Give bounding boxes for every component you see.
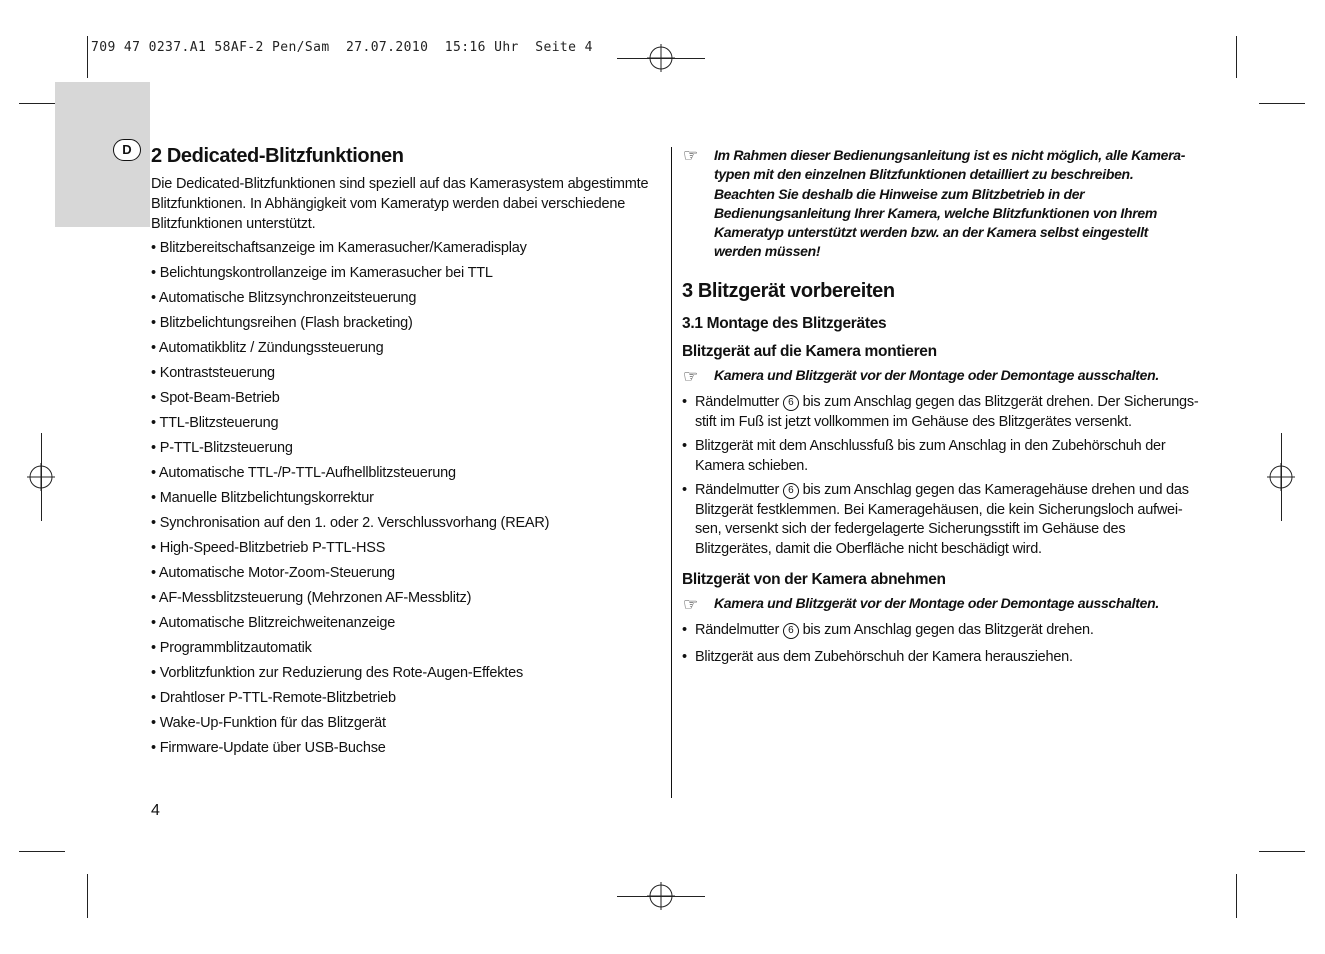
- intro-paragraph: [151, 174, 661, 234]
- list-item: • P-TTL-Blitzsteuerung: [151, 438, 549, 463]
- list-item: • Manuelle Blitzbelichtungskorrektur: [151, 488, 549, 513]
- procedure-title: Blitzgerät auf die Kamera montieren: [682, 343, 937, 360]
- list-item: • Spot-Beam-Betrieb: [151, 388, 549, 413]
- callout-number: 6: [783, 483, 799, 499]
- note-line: Kameratyp unterstützt werden bzw. an der Kamera selbst eingestellt: [714, 224, 1149, 241]
- list-item: • Programmblitzautomatik: [151, 638, 549, 663]
- note-line: Im Rahmen dieser Bedienungsanleitung ist es nicht möglich, alle Kamera-: [714, 147, 1186, 163]
- list-item: • Blitzbereitschaftsanzeige im Kamerasucher/Kameradisplay: [151, 238, 549, 263]
- list-item: • Blitzbelichtungsreihen (Flash bracketing): [151, 313, 549, 338]
- pointing-hand-icon: ☞: [683, 367, 699, 386]
- list-item: • Automatische Motor-Zoom-Steuerung: [151, 563, 549, 588]
- crop-mark: [1259, 103, 1305, 104]
- intro-line: Die Dedicated-Blitzfunktionen sind speziell auf das Kamerasystem abgestimmte: [151, 176, 649, 192]
- hint-note: [714, 146, 1214, 262]
- crop-mark: [1236, 36, 1237, 78]
- column-divider: [671, 147, 672, 798]
- crop-mark: [617, 58, 705, 59]
- pointing-hand-icon: ☞: [683, 146, 699, 165]
- note-line: Beachten Sie deshalb die Hinweise zum Blitzbetrieb in der: [714, 185, 1085, 202]
- section-heading: 2 Dedicated-Blitzfunktionen: [151, 145, 404, 167]
- hint-note: Kamera und Blitzgerät vor der Montage oder Demontage ausschalten.: [714, 367, 1159, 383]
- hint-note: Kamera und Blitzgerät vor der Montage oder Demontage ausschalten.: [714, 595, 1159, 611]
- list-item: • Belichtungskontrollanzeige im Kamerasucher bei TTL: [151, 263, 549, 288]
- list-item: • Automatische TTL-/P-TTL-Aufhellblitzsteuerung: [151, 463, 549, 488]
- section-heading: 3 Blitzgerät vorbereiten: [682, 280, 895, 302]
- list-item: • High-Speed-Blitzbetrieb P-TTL-HSS: [151, 538, 549, 563]
- feature-list: [151, 238, 549, 763]
- list-item: • Automatische Blitzreichweitenanzeige: [151, 613, 549, 638]
- list-item: • Automatikblitz / Zündungssteuerung: [151, 338, 549, 363]
- intro-line: Blitzfunktionen. In Abhängigkeit vom Kameratyp werden dabei verschiedene: [151, 196, 626, 212]
- list-item: • Wake-Up-Funktion für das Blitzgerät: [151, 713, 549, 738]
- language-badge: D: [113, 139, 141, 161]
- page-number: 4: [151, 802, 160, 819]
- crop-mark: [1281, 433, 1282, 521]
- list-item: • Rändelmutter 6 bis zum Anschlag gegen das Blitzgerät drehen. Der Sicherungs- stift im Fuß ist jetzt vollkommen im Gehäuse des Blitzgerätes versenkt.: [682, 394, 1199, 430]
- crop-mark: [87, 36, 88, 78]
- list-item: • Vorblitzfunktion zur Reduzierung des Rote-Augen-Effektes: [151, 663, 549, 688]
- callout-number: 6: [783, 395, 799, 411]
- list-item: • Kontraststeuerung: [151, 363, 549, 388]
- procedure-title: Blitzgerät von der Kamera abnehmen: [682, 571, 946, 588]
- crop-mark: [1236, 874, 1237, 918]
- note-line: Bedienungsanleitung Ihrer Kamera, welche Blitzfunktionen von Ihrem: [714, 204, 1158, 221]
- crop-mark: [1259, 851, 1305, 852]
- note-line: werden müssen!: [714, 243, 821, 260]
- list-item: • AF-Messblitzsteuerung (Mehrzonen AF-Messblitz): [151, 588, 549, 613]
- crop-mark: [87, 874, 88, 918]
- list-item: • Automatische Blitzsynchronzeitsteuerung: [151, 288, 549, 313]
- list-item: • Rändelmutter 6 bis zum Anschlag gegen das Kameragehäuse drehen und das Blitzgerät festklemmen. Bei Kameragehäusen, die kein Sicherungsloch aufwei- sen, versenkt sich der federgelagerte Sicherungsstift im Gehäuse des Blitzgerätes, damit die Oberfläche nicht beschädigt wird.: [682, 482, 1189, 557]
- note-line: typen mit den einzelnen Blitzfunktionen detailliert zu beschreiben.: [714, 166, 1134, 183]
- crop-mark: [41, 433, 42, 521]
- list-item: • Synchronisation auf den 1. oder 2. Verschlussvorhang (REAR): [151, 513, 549, 538]
- print-slug: 709 47 0237.A1 58AF-2 Pen/Sam 27.07.2010 15:16 Uhr Seite 4: [91, 40, 593, 55]
- crop-mark: [617, 896, 705, 897]
- callout-number: 6: [783, 623, 799, 639]
- intro-line: Blitzfunktionen unterstützt.: [151, 216, 316, 232]
- crop-mark: [19, 851, 65, 852]
- list-item: • Blitzgerät aus dem Zubehörschuh der Kamera herausziehen.: [682, 649, 1073, 665]
- list-item: • Firmware-Update über USB-Buchse: [151, 738, 549, 763]
- list-item: • TTL-Blitzsteuerung: [151, 413, 549, 438]
- pointing-hand-icon: ☞: [683, 595, 699, 614]
- list-item: • Drahtloser P-TTL-Remote-Blitzbetrieb: [151, 688, 549, 713]
- subsection-heading: 3.1 Montage des Blitzgerätes: [682, 315, 887, 332]
- list-item: • Rändelmutter 6 bis zum Anschlag gegen das Blitzgerät drehen.: [682, 622, 1094, 638]
- list-item: • Blitzgerät mit dem Anschlussfuß bis zum Anschlag in den Zubehörschuh der Kamera schieben.: [682, 438, 1166, 474]
